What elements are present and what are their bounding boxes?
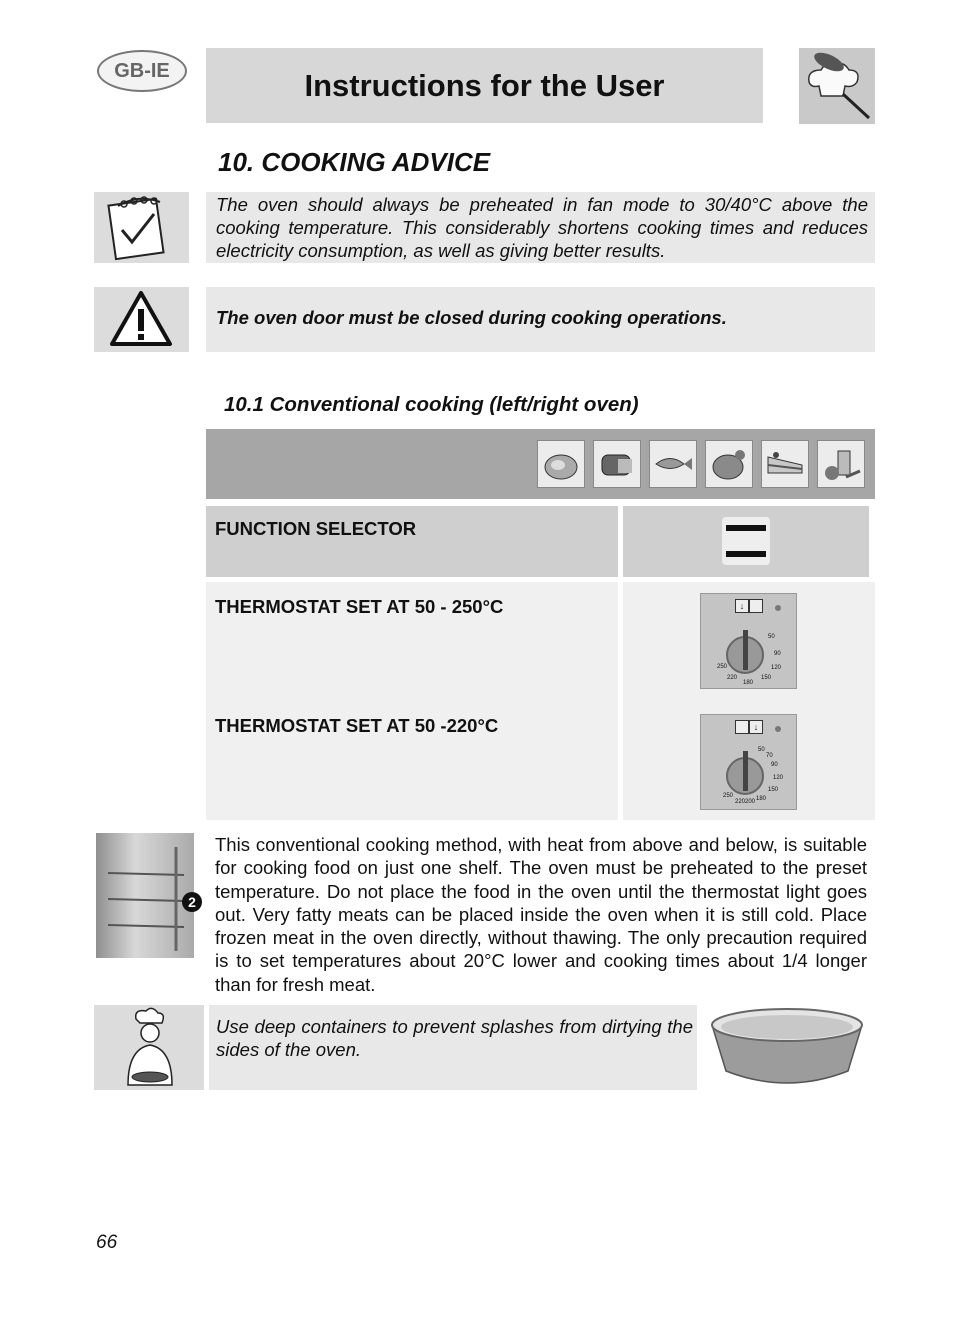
region-badge xyxy=(97,50,187,92)
thermostat-220-label: THERMOSTAT SET AT 50 -220°C xyxy=(215,715,499,736)
dial-2-tick: 50 xyxy=(758,747,765,753)
vegetables-icon xyxy=(817,440,865,488)
dial-2-tick: 200 xyxy=(745,799,756,805)
dial-2-tick: 180 xyxy=(756,796,767,802)
function-selector-symbol-cell xyxy=(623,506,869,577)
chef-icon-box xyxy=(94,1005,204,1090)
door-warning-text: The oven door must be closed during cooking operations. xyxy=(216,307,727,328)
dial-2-tick: 120 xyxy=(773,775,784,781)
preheat-note-box xyxy=(206,192,875,263)
chef-spoon-icon xyxy=(799,48,875,124)
tip-text: Use deep containers to prevent splashes from dirtying the sides of the oven. xyxy=(216,1016,693,1060)
poultry-icon xyxy=(705,440,753,488)
dial-1-tick: 220 xyxy=(727,675,738,681)
section-title: 10. COOKING ADVICE xyxy=(218,147,491,177)
thermostat-dial-cell xyxy=(623,582,875,820)
dial-1-tick: 90 xyxy=(774,651,781,657)
dial-2-tick: 90 xyxy=(771,762,778,768)
dial-1-tick: 250 xyxy=(717,664,728,670)
fish-icon xyxy=(649,440,697,488)
deep-baking-pan-image xyxy=(708,1005,866,1087)
cake-icon xyxy=(761,440,809,488)
thermostat-cell xyxy=(206,582,618,820)
door-warning-box xyxy=(206,287,875,352)
function-selector-label: FUNCTION SELECTOR xyxy=(215,518,417,539)
oven-shelf-image xyxy=(96,833,194,958)
page-number: 66 xyxy=(96,1232,118,1253)
dial-1-tick: 50 xyxy=(768,634,775,640)
warning-icon-box xyxy=(94,287,189,352)
notepad-check-icon xyxy=(94,192,189,263)
note-icon-box xyxy=(94,192,189,263)
roast-icon xyxy=(537,440,585,488)
subsection-title: 10.1 Conventional cooking (left/right oven) xyxy=(224,393,639,416)
thermostat-dial-1: ↓ 50 90 120 150 180 220 250 xyxy=(700,593,797,689)
bread-icon xyxy=(593,440,641,488)
thermostat-250-label: THERMOSTAT SET AT 50 - 250°C xyxy=(215,596,504,617)
conventional-cooking-description: This conventional cooking method, with heat from above and below, is suitable for cooking food on just one shelf. The oven must be preheated to the preset temperature. Do not place the food in the oven until the thermostat light goes out. Very fatty meats can be placed inside the oven when it is still cold. Place frozen meat in the oven directly, without thawing. The only precaution required is to set temperatures about 20°C lower and cooking times about 1/4 longer than for fresh meat. xyxy=(215,834,867,995)
region-badge-label: GB-IE xyxy=(114,59,170,82)
preheat-note-text: The oven should always be preheated in fan mode to 30/40°C above the cooking temperature. This considerably shortens cooking times and reduces electricity consumption, as well as giving better results. xyxy=(216,194,868,261)
page-header-title: Instructions for the User xyxy=(304,67,665,103)
shelf-number-badge: 2 xyxy=(182,892,202,912)
dial-1-tick: 180 xyxy=(743,680,754,686)
chef-icon xyxy=(94,1005,204,1090)
dial-2-tick: 70 xyxy=(766,753,773,759)
page-header xyxy=(206,48,763,123)
top-bottom-heat-icon xyxy=(722,517,770,565)
warning-triangle-icon xyxy=(94,287,189,352)
dial-2-tick: 220 xyxy=(735,799,746,805)
dial-1-tick: 150 xyxy=(761,675,772,681)
dial-2-tick: 250 xyxy=(723,793,734,799)
dial-2-tick: 150 xyxy=(768,787,779,793)
tip-box xyxy=(209,1005,697,1090)
dial-1-tick: 120 xyxy=(771,665,782,671)
function-selector-cell xyxy=(206,506,618,577)
thermostat-dial-2: ↓ 50 70 90 120 150 180 200 220 250 xyxy=(700,714,797,810)
